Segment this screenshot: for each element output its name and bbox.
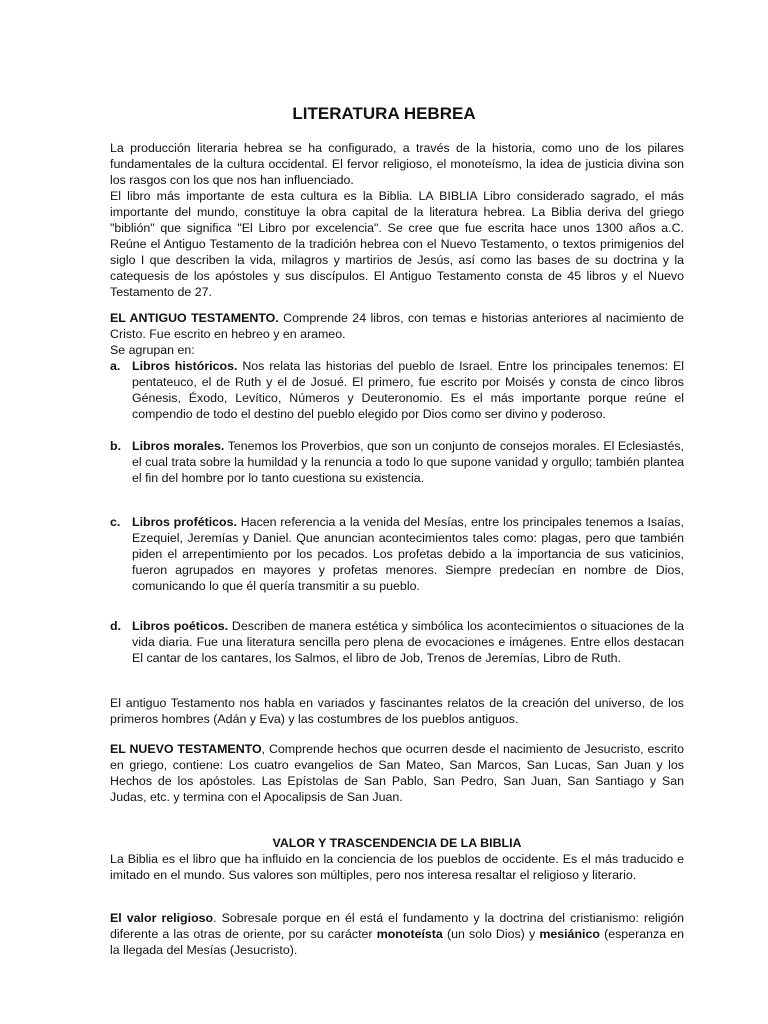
valor-religioso-paragraph bbox=[110, 910, 684, 958]
list-item bbox=[110, 514, 684, 594]
list-item-heading: Libros históricos. bbox=[132, 359, 238, 373]
monoteista-term: monoteísta bbox=[376, 927, 443, 941]
valor-religioso-heading: El valor religioso bbox=[110, 911, 214, 925]
antiguo-closing-paragraph: El antiguo Testamento nos habla en variados y fascinantes relatos de la creación del universo, de los primeros hombres (Adán y Eva) y las costumbres de los pueblos antiguos. bbox=[110, 696, 684, 726]
list-item-heading: Libros proféticos. bbox=[132, 515, 237, 529]
list-item-text bbox=[132, 438, 684, 486]
group-intro: Se agrupan en: bbox=[110, 343, 195, 357]
list-item-text bbox=[132, 358, 684, 422]
valor-religioso-text: (esperanza en la llegada del Mesías (Jesucristo). bbox=[110, 927, 684, 957]
list-item bbox=[110, 438, 684, 486]
page-title: LITERATURA HEBREA bbox=[292, 104, 476, 123]
nuevo-testamento-section bbox=[110, 741, 684, 805]
antiguo-heading: EL ANTIGUO TESTAMENTO. bbox=[110, 311, 279, 325]
list-item-text bbox=[132, 618, 684, 666]
antiguo-text: Comprende 24 libros, con temas e historias anteriores al nacimiento de Cristo. Fue escrito en hebreo y en arameo. bbox=[110, 311, 684, 341]
list-marker: b. bbox=[110, 439, 122, 453]
valor-religioso-text: (un solo Dios) y bbox=[442, 927, 540, 941]
valor-intro bbox=[110, 851, 684, 883]
list-item-heading: Libros morales. bbox=[132, 439, 225, 453]
valor-intro-paragraph: La Biblia es el libro que ha influido en la conciencia de los pueblos de occidente. Es el más traducido e imitado en el mundo. Sus valores son múltiples, pero nos interesa resaltar el religioso y literario. bbox=[110, 852, 684, 882]
valor-religioso bbox=[110, 910, 684, 958]
list-item-text bbox=[132, 514, 684, 594]
list-marker: d. bbox=[110, 619, 122, 633]
nuevo-heading: EL NUEVO TESTAMENTO bbox=[110, 742, 262, 756]
list-item-body: Nos relata las historias del pueblo de Israel. Entre los principales tenemos: El pentateuco, el de Ruth y el de Josué. El primero, fue escrito por Moisés y consta de cinco libros Génesis, Éxodo, Levítico, Números y Deuteronomio. Es el más importante porque reúne el compendio de todo el destino del pueblo elegido por Dios como ser divino y poderoso. bbox=[132, 359, 684, 421]
list-marker: c. bbox=[110, 515, 121, 529]
list-item bbox=[110, 618, 684, 666]
list-item-heading: Libros poéticos. bbox=[132, 619, 229, 633]
antiguo-closing bbox=[110, 695, 684, 727]
antiguo-testamento-section bbox=[110, 310, 684, 358]
list-item-body: Tenemos los Proverbios, que son un conjunto de consejos morales. El Eclesiastés, el cual trata sobre la humildad y la renuncia a todo lo que supone vanidad y orgullo; también plantea el fin del hombre por lo tanto cuestiona su existencia. bbox=[132, 439, 684, 485]
list-item-body: Hacen referencia a la venida del Mesías, entre los principales tenemos a Isaías, Ezequiel, Jeremías y Daniel. Que anuncian acontecimientos tales como: plagas, pero que también piden el arrepentimiento por los pecados. Los profetas debido a la importancia de sus vaticinios, fueron agrupados en mayores y profetas menores. Siempre predecían en nombre de Dios, comunicando lo que él quería transmitir a su pueblo. bbox=[132, 515, 684, 593]
mesianico-term: mesiánico bbox=[539, 927, 600, 941]
intro-paragraph-2: El libro más importante de esta cultura es la Biblia. LA BIBLIA Libro considerado sagrado, el más importante del mundo, constituye la obra capital de la literatura hebrea. La Biblia deriva del griego "biblión" que significa "El Libro por excelencia". Se cree que fue escrita hace unos 1300 años a.C. Reúne el Antiguo Testamento de la tradición hebrea con el Nuevo Testamento, o textos primigenios del siglo I que describen la vida, milagros y martirios de Jesús, así como las bases de su doctrina y la catequesis de los apóstoles y sus discípulos. El Antiguo Testamento consta de 45 libros y el Nuevo Testamento de 27. bbox=[110, 189, 684, 299]
list-item bbox=[110, 358, 684, 422]
antiguo-paragraph bbox=[110, 310, 684, 342]
intro-paragraph-1: La producción literaria hebrea se ha configurado, a través de la historia, como uno de los pilares fundamentales de la cultura occidental. El fervor religioso, el monoteísmo, la idea de justicia divina son los rasgos con los que nos han influenciado. bbox=[110, 141, 684, 187]
nuevo-paragraph bbox=[110, 741, 684, 805]
nuevo-text: , Comprende hechos que ocurren desde el nacimiento de Jesucristo, escrito en griego, contiene: Los cuatro evangelios de San Mateo, San Marcos, San Lucas, San Juan y los Hechos de los apóstoles. Las Epístolas de San Pablo, San Pedro, San Juan, San Santiago y San Judas, etc. y termina con el Apocalipsis de San Juan. bbox=[110, 742, 684, 804]
valor-religioso-text: . Sobresale porque en él está el fundamento y la doctrina del cristianismo: religión diferente a las otras de oriente, por su carácter bbox=[110, 911, 684, 941]
list-marker: a. bbox=[110, 359, 121, 373]
intro-section bbox=[110, 140, 684, 300]
section-subtitle: VALOR Y TRASCENDENCIA DE LA BIBLIA bbox=[272, 836, 522, 850]
list-item-body: Describen de manera estética y simbólica los acontecimientos o situaciones de la vida diaria. Fue una literatura sencilla pero plena de evocaciones e imágenes. Entre ellos destacan El cantar de los cantares, los Salmos, el libro de Job, Trenos de Jeremías, Libro de Ruth. bbox=[132, 619, 684, 665]
